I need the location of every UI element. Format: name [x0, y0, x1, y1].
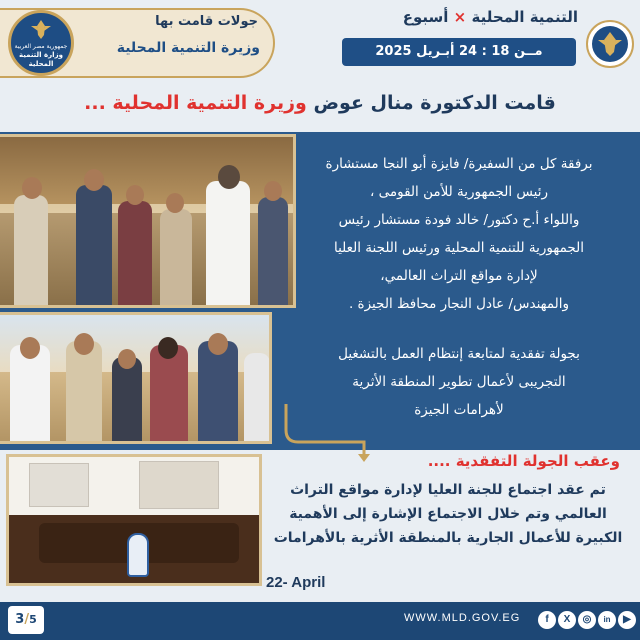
seal-line-2: وزارة التنمية المحلية [19, 51, 63, 68]
paragraph-companions: برفقة كل من السفيرة/ فايزة أبو النجا مستشارة رئيس الجمهورية للأمن القومى ، واللواء أ.ح دكتور/ خالد فودة مستشار رئيس الجمهورية للتنمية المحلية ورئيس اللجنة العليا لإدارة مواقع التراث العالمي، والمهندس/ عادل النجار محافظ الجيزة . [325, 156, 593, 312]
weekly-title: التنمية المحلية × أسبوع [402, 8, 578, 26]
instagram-icon[interactable]: ◎ [578, 611, 596, 629]
headline-name: قامت الدكتورة منال عوض [313, 92, 556, 114]
tours-label: جولات قامت بها [155, 14, 258, 29]
eagle-emblem-icon [590, 24, 630, 64]
ministry-logo [586, 20, 634, 68]
paragraph-tour-purpose: بجولة تفقدية لمتابعة إنتظام العمل بالتشغيل التجريبى لأعمال تطوير المنطقة الأثرية لأهرامات الجيزة [338, 346, 580, 418]
eagle-icon [28, 17, 54, 43]
paragraph-meeting: تم عقد اجتماع للجنة العليا لإدارة مواقع التراث العالمي وتم خلال الاجتماع الإشارة إلى الأهمية الكبيرة للأعمال الجارية بالمنطقة الأثرية بالأهرامات [273, 482, 623, 546]
connector-arrow-icon [280, 402, 380, 464]
meeting-photo [6, 454, 262, 586]
page-headline [40, 92, 600, 126]
seal-line-1: جمهورية مصر العربية [14, 43, 68, 50]
linkedin-icon[interactable]: in [598, 611, 616, 629]
website-link[interactable]: WWW.MLD.GOV.EG [404, 612, 521, 624]
ministry-seal [8, 10, 74, 76]
page-total: 5 [29, 613, 37, 626]
tour-photo-1 [0, 134, 296, 308]
tour-photo-2 [0, 312, 272, 444]
page-indicator: 3/5 [8, 606, 44, 634]
facebook-icon[interactable]: f [538, 611, 556, 629]
meeting-date: 22- April [266, 574, 326, 591]
after-tour-heading: وعقب الجولة التفقدية .... [427, 452, 620, 470]
minister-title: وزيرة التنمية المحلية [116, 40, 260, 56]
x-icon[interactable]: X [558, 611, 576, 629]
date-range: مــن 18 : 24 أبـريل 2025 [342, 38, 576, 66]
page-current: 3 [15, 612, 25, 627]
youtube-icon[interactable]: ▶ [618, 611, 636, 629]
headline-role: وزيرة التنمية المحلية ... [84, 92, 307, 114]
